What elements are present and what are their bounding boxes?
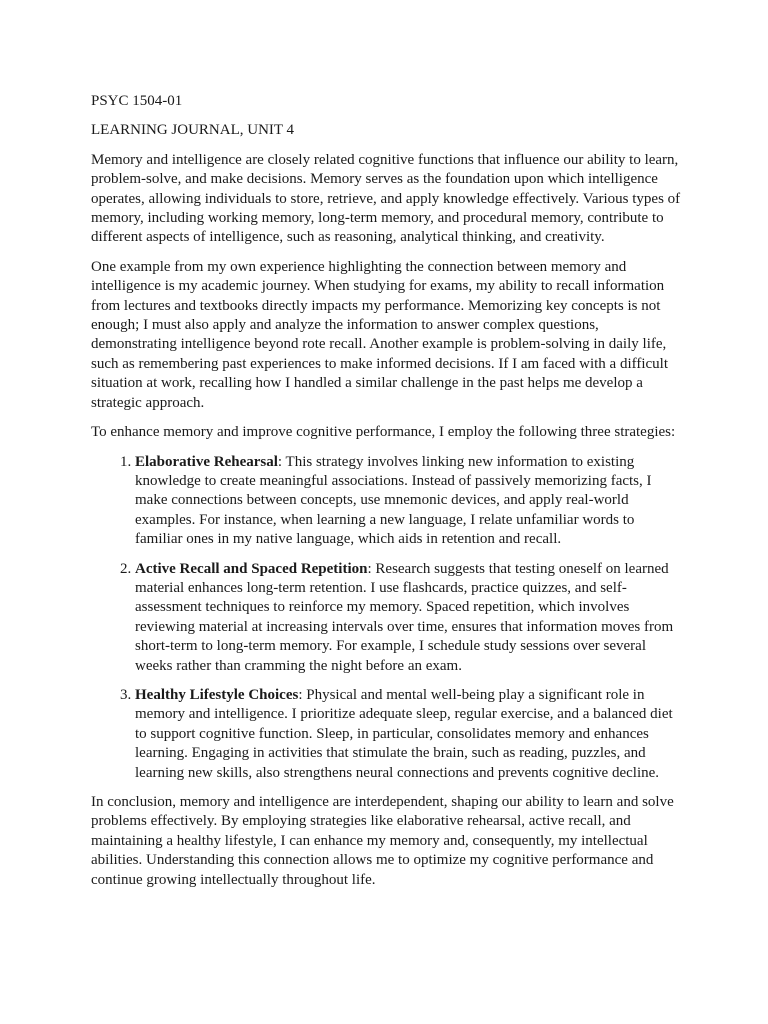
list-item: [135, 686, 683, 783]
list-item: [135, 453, 683, 550]
example-paragraph: One example from my own experience highlighting the connection between memory and intelligence is my academic journey. When studying for exams, my ability to recall information from lectures and textbooks directly impacts my performance. Memorizing key concepts is not enough; I must also apply and analyze the information to answer complex questions, demonstrating intelligence beyond rote recall. Another example is problem-solving in daily life, such as remembering past experiences to make informed decisions. If I am faced with a difficult situation at work, recalling how I handled a similar challenge in the past helps me develop a strategic approach.: [91, 258, 669, 411]
document-page: [91, 92, 683, 900]
list-item: [135, 560, 683, 676]
strategies-intro-paragraph: To enhance memory and improve cognitive performance, I employ the following three strategies:: [91, 424, 676, 441]
page-title: LEARNING JOURNAL, UNIT 4: [91, 122, 295, 139]
strategies-list: [91, 453, 683, 784]
strategy-text: : Research suggests that testing oneself on learned material enhances long-term retention. I use flashcards, practice quizzes, and self-assessment techniques to reinforce my memory. Spaced repetition, which involves reviewing material at increasing intervals over time, ensures that information moves from short-term to long-term memory. For example, I schedule study sessions over several weeks rather than cramming the night before an exam.: [135, 560, 674, 674]
strategy-heading: Healthy Lifestyle Choices: [135, 686, 299, 703]
strategy-text: : Physical and mental well-being play a significant role in memory and intelligence. I prioritize adequate sleep, regular exercise, and a balanced diet to support cognitive function. Sleep, in particular, consolidates memory and enhances learning. Engaging in activities that stimulate the brain, such as reading, puzzles, and learning new skills, also strengthens neural connections and prevents cognitive decline.: [135, 686, 673, 781]
strategy-text: : This strategy involves linking new information to existing knowledge to create meaningful associations. Instead of passively memorizing facts, I make connections between concepts, use mnemonic devices, and apply real-world examples. For instance, when learning a new language, I relate unfamiliar words to familiar ones in my native language, which aids in retention and recall.: [135, 453, 652, 548]
intro-paragraph: Memory and intelligence are closely related cognitive functions that influence our ability to learn, problem-solve, and make decisions. Memory serves as the foundation upon which intelligence operates, allowing individuals to store, retrieve, and apply knowledge effectively. Various types of memory, including working memory, long-term memory, and procedural memory, contribute to different aspects of intelligence, such as reasoning, analytical thinking, and creativity.: [91, 151, 681, 246]
conclusion-paragraph: In conclusion, memory and intelligence are interdependent, shaping our ability to learn and solve problems effectively. By employing strategies like elaborative rehearsal, active recall, and maintaining a healthy lifestyle, I can enhance my memory and, consequently, my intellectual abilities. Understanding this connection allows me to optimize my cognitive performance and continue growing intellectually throughout life.: [91, 794, 674, 888]
strategy-heading: Elaborative Rehearsal: [135, 453, 278, 470]
strategy-heading: Active Recall and Spaced Repetition: [135, 560, 368, 577]
course-code: PSYC 1504-01: [91, 93, 183, 109]
